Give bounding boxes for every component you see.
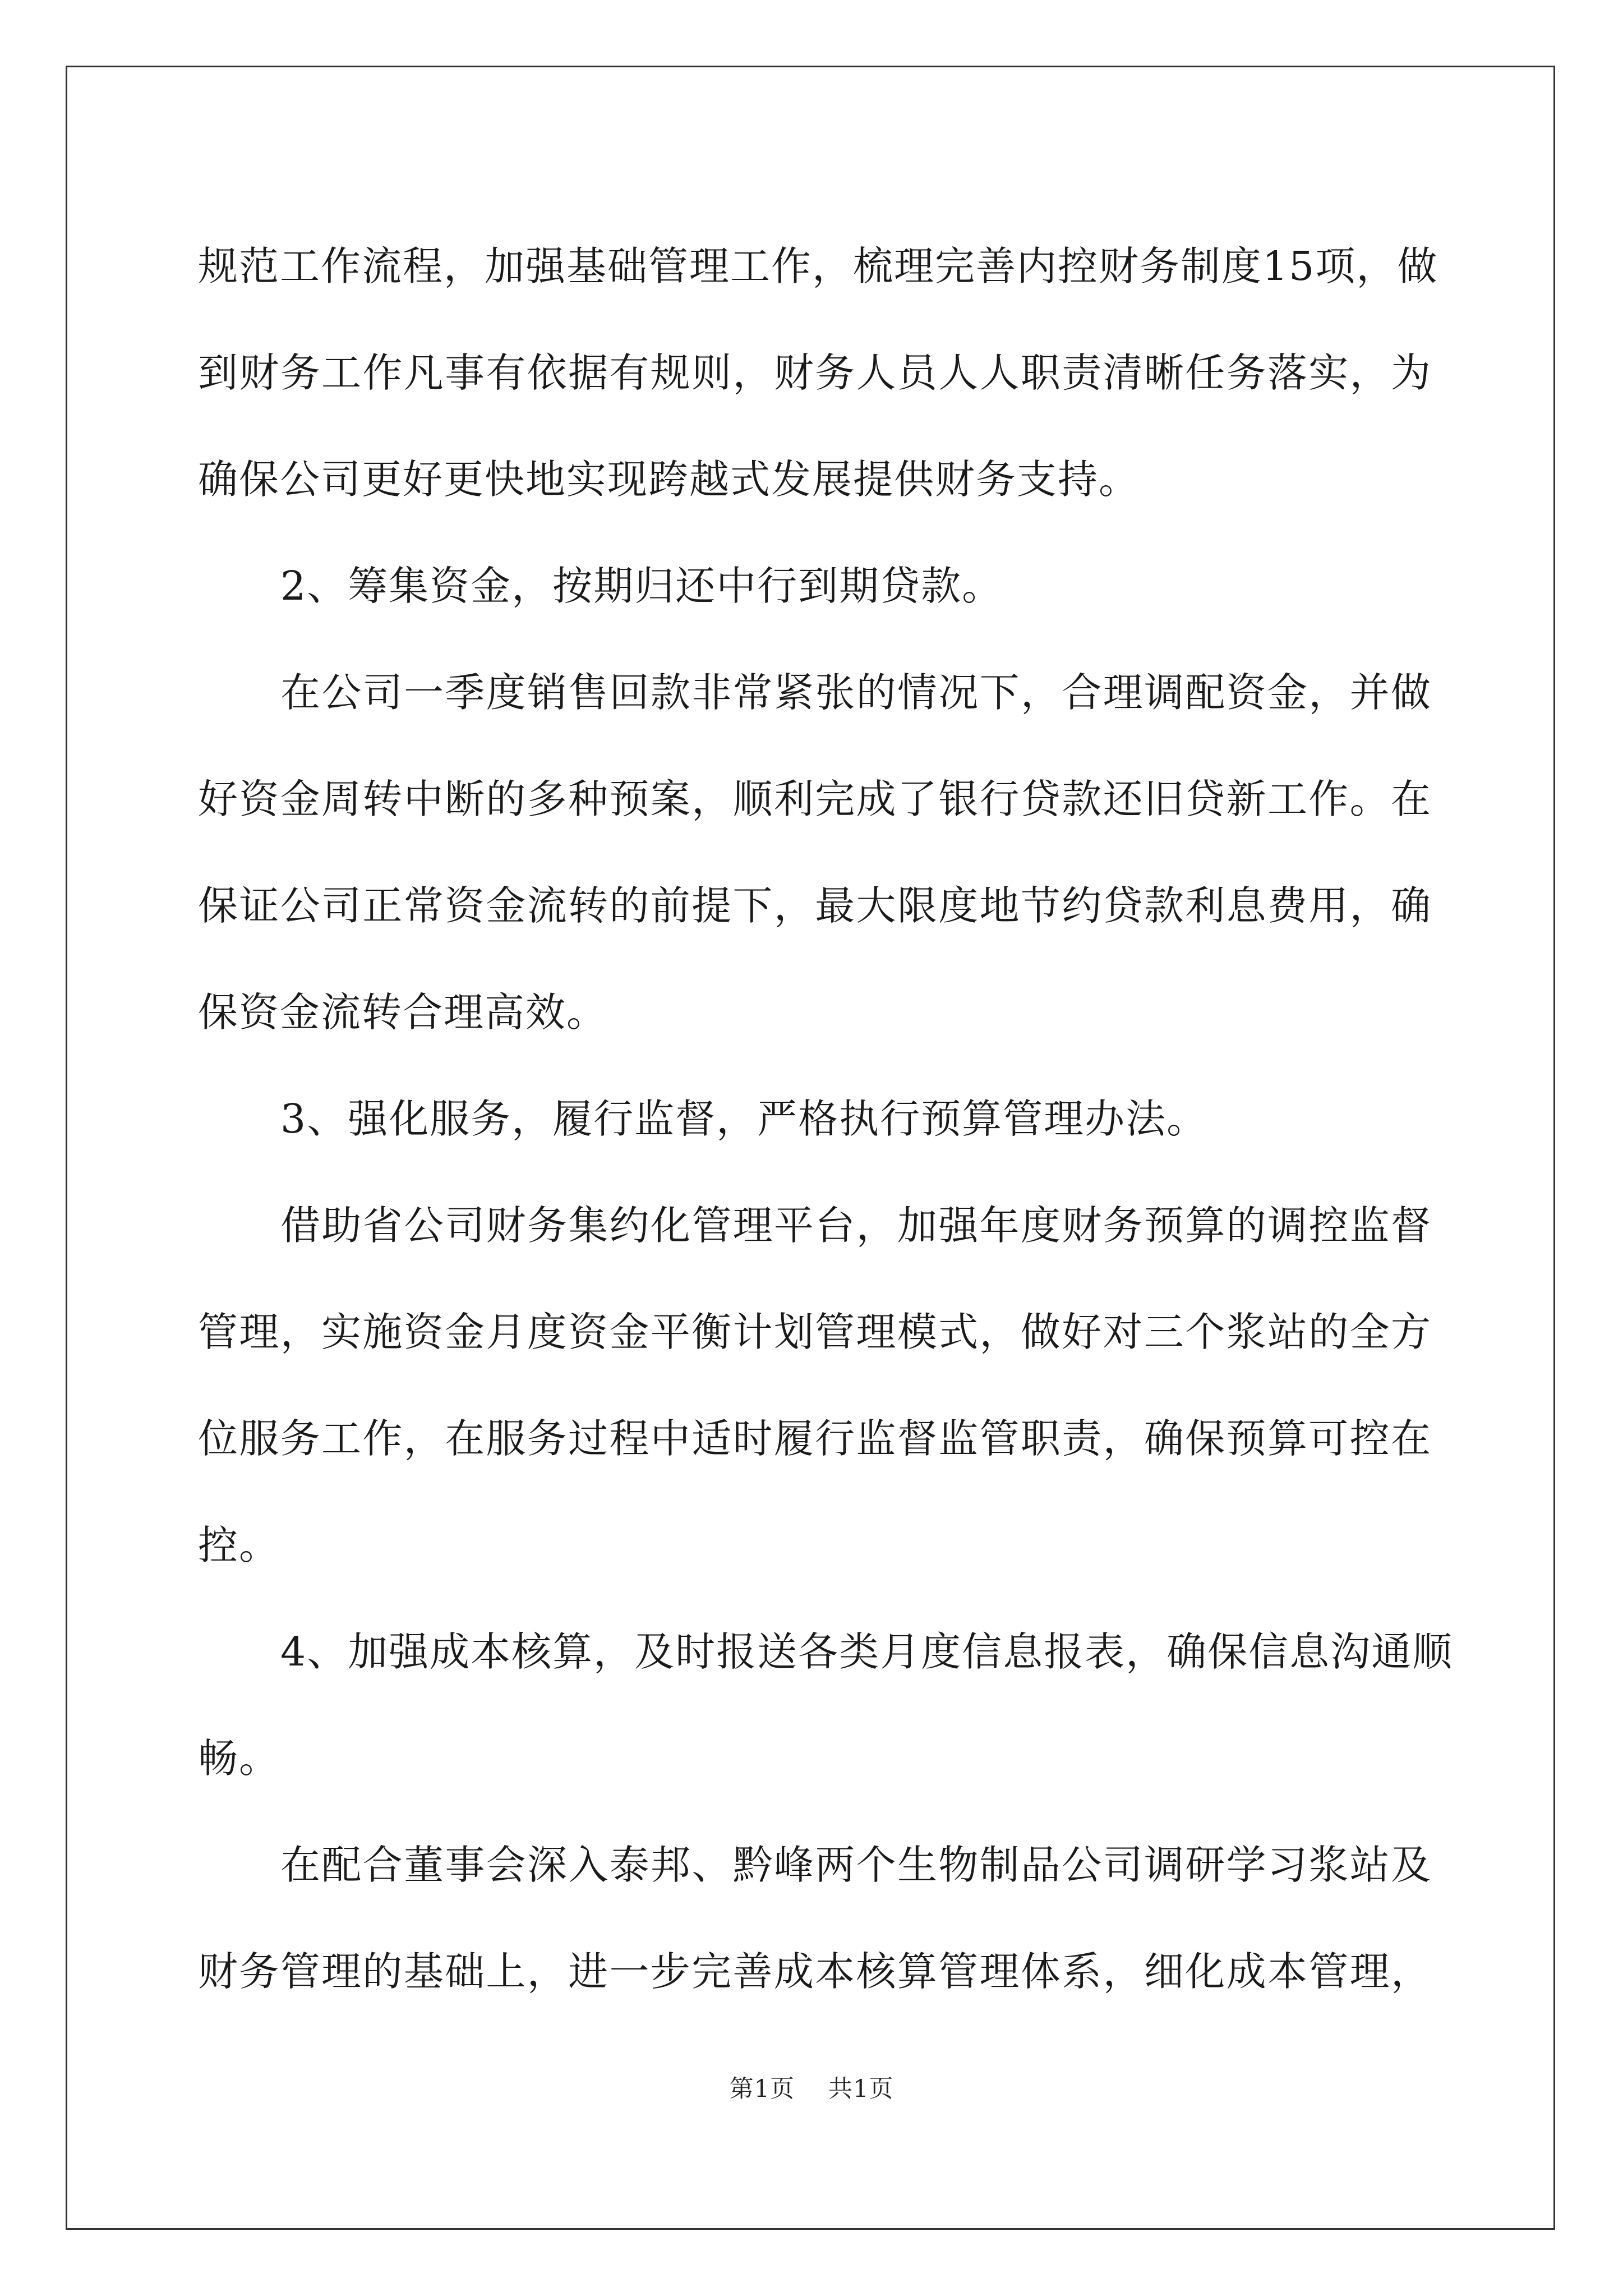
body-line: 财务管理的基础上，进一步完善成本核算管理体系，细化成本管理， <box>198 1948 1432 1995</box>
body-line: 畅。 <box>198 1735 280 1782</box>
body-line: 在配合董事会深入泰邦、黔峰两个生物制品公司调研学习浆站及 <box>280 1842 1432 1888</box>
body-line: 在公司一季度销售回款非常紧张的情况下，合理调配资金，并做 <box>280 669 1432 716</box>
body-line: 管理，实施资金月度资金平衡计划管理模式，做好对三个浆站的全方 <box>198 1309 1432 1355</box>
body-line: 好资金周转中断的多种预案，顺利完成了银行贷款还旧贷新工作。在 <box>198 776 1432 822</box>
body-line: 3、强化服务，履行监督，严格执行预算管理办法。 <box>280 1096 1208 1142</box>
body-line: 位服务工作，在服务过程中适时履行监督监管职责，确保预算可控在 <box>198 1415 1432 1462</box>
body-line: 规范工作流程，加强基础管理工作，梳理完善内控财务制度15项，做 <box>198 243 1438 289</box>
page-total: 共1页 <box>828 2075 894 2103</box>
body-line: 确保公司更好更快地实现跨越式发展提供财务支持。 <box>198 456 1140 503</box>
page-number: 第1页 <box>729 2075 795 2103</box>
document-body <box>198 213 1454 2025</box>
page-footer <box>0 2070 1623 2104</box>
body-line: 控。 <box>198 1522 280 1568</box>
body-line: 到财务工作凡事有依据有规则，财务人员人人职责清晰任务落实，为 <box>198 349 1432 396</box>
body-line: 保资金流转合理高效。 <box>198 989 608 1036</box>
body-line: 借助省公司财务集约化管理平台，加强年度财务预算的调控监督 <box>280 1202 1432 1249</box>
body-line: 2、筹集资金，按期归还中行到期贷款。 <box>280 563 1003 609</box>
body-line: 保证公司正常资金流转的前提下，最大限度地节约贷款利息费用，确 <box>198 882 1432 929</box>
body-line: 4、加强成本核算，及时报送各类月度信息报表，确保信息沟通顺 <box>280 1628 1454 1675</box>
